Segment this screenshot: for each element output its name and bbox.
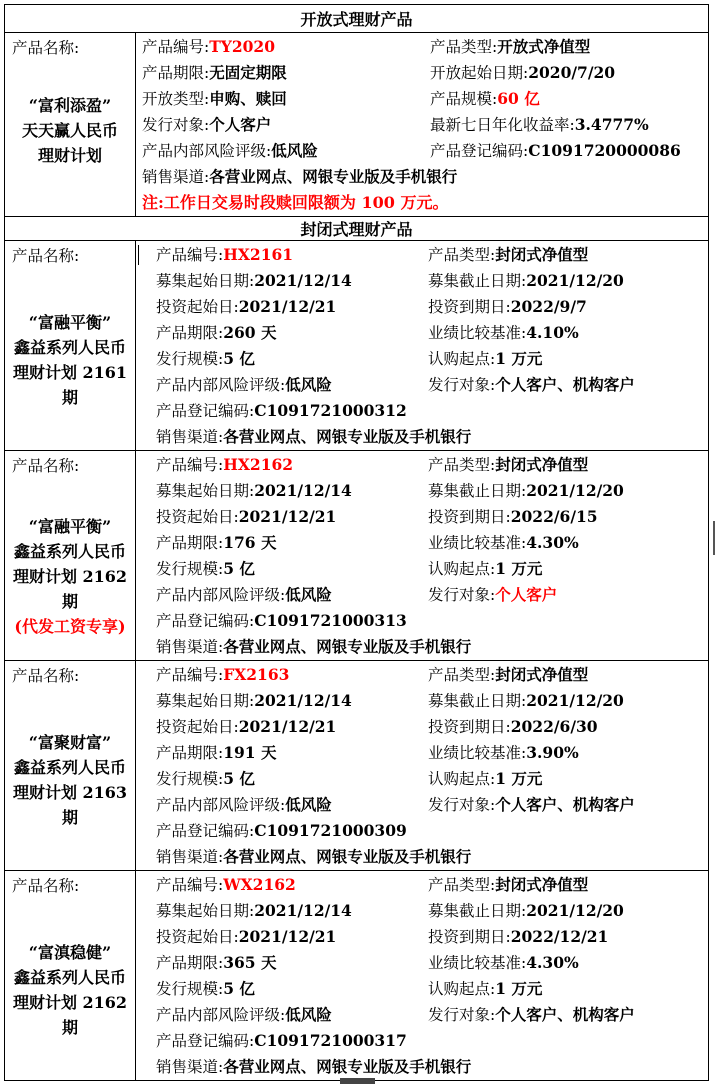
field-label: 发行对象:	[428, 376, 496, 394]
detail-row	[156, 398, 708, 424]
field-value: 各营业网点、网银专业版及手机银行	[223, 637, 472, 656]
product-name-line: 鑫益系列人民币	[13, 542, 126, 561]
field-label: 发行对象:	[428, 586, 496, 604]
field-label: 认购起点:	[428, 770, 496, 788]
field-label: 产品内部风险评级:	[156, 796, 286, 814]
field-value: 各营业网点、网银专业版及手机银行	[223, 1057, 472, 1076]
field-value: 60 亿	[497, 89, 540, 108]
field-value: 5 亿	[223, 769, 255, 788]
field-label: 产品内部风险评级:	[156, 376, 286, 394]
detail-field	[156, 242, 428, 268]
field-value: 2021/12/14	[254, 481, 352, 500]
field-label: 募集截止日期:	[428, 272, 527, 290]
field-value: 封闭式净值型	[495, 665, 589, 684]
field-label: 发行对象:	[428, 1006, 496, 1024]
field-value: 低风险	[285, 585, 332, 604]
field-value: 低风险	[285, 375, 332, 394]
field-value: 4.30%	[526, 953, 579, 972]
field-value: 4.30%	[526, 533, 579, 552]
closed-product-row	[5, 451, 709, 661]
closed-product-name-cell	[5, 661, 136, 871]
product-name-line: 鑫益系列人民币	[13, 338, 126, 357]
field-label: 产品登记编码:	[156, 612, 255, 630]
field-value: 1 万元	[495, 349, 543, 368]
open-section-title: 开放式理财产品	[5, 5, 709, 33]
field-value: C1091721000309	[254, 821, 407, 840]
field-value: C1091721000313	[254, 611, 407, 630]
field-value: 2022/12/21	[510, 927, 609, 946]
field-label: 产品编号:	[142, 38, 210, 56]
detail-field	[428, 766, 542, 792]
closed-product-row	[5, 661, 709, 871]
detail-field	[428, 372, 635, 398]
field-value: 个人客户、机构客户	[495, 795, 635, 814]
detail-row	[156, 242, 708, 268]
field-value: 2021/12/14	[254, 691, 352, 710]
detail-field	[142, 138, 430, 164]
field-label: 产品编号:	[156, 666, 224, 684]
detail-field	[428, 924, 608, 950]
field-value: 各营业网点、网银专业版及手机银行	[223, 427, 472, 446]
field-value: 365 天	[223, 953, 277, 972]
field-value: 2021/12/20	[526, 691, 624, 710]
detail-field	[156, 950, 428, 976]
detail-field	[156, 688, 428, 714]
product-name-line: 天天赢人民币	[21, 121, 118, 140]
detail-row	[156, 766, 708, 792]
detail-row	[156, 504, 708, 530]
field-value: 封闭式净值型	[495, 455, 589, 474]
product-name-label: 产品名称:	[12, 247, 80, 265]
detail-row	[156, 1002, 708, 1028]
product-name-label: 产品名称:	[12, 457, 80, 475]
field-value: 个人客户	[495, 585, 558, 604]
detail-row	[142, 112, 708, 138]
field-label: 投资起始日:	[156, 718, 239, 736]
field-value: 3.4777%	[574, 115, 649, 134]
field-value: 5 亿	[223, 349, 255, 368]
product-name-line: 理财计划 2162 期	[12, 993, 128, 1037]
field-value: FX2163	[223, 665, 290, 684]
detail-row	[156, 320, 708, 346]
field-label: 产品类型:	[428, 456, 496, 474]
closed-product-details	[136, 241, 709, 451]
field-label: 产品期限:	[156, 744, 224, 762]
detail-field	[428, 530, 579, 556]
detail-field	[156, 372, 428, 398]
detail-row	[156, 872, 708, 898]
detail-field	[142, 34, 430, 60]
field-value: 封闭式净值型	[495, 875, 589, 894]
detail-field	[156, 714, 428, 740]
detail-field	[156, 424, 471, 450]
detail-field	[156, 294, 428, 320]
field-value: 2021/12/14	[254, 271, 352, 290]
detail-field	[428, 740, 579, 766]
detail-row	[156, 844, 708, 870]
detail-field	[428, 294, 587, 320]
detail-field	[428, 320, 579, 346]
detail-field	[428, 346, 542, 372]
field-value: 封闭式净值型	[495, 245, 589, 264]
detail-field	[428, 478, 624, 504]
detail-field	[428, 688, 624, 714]
detail-field	[430, 60, 615, 86]
field-label: 募集起始日期:	[156, 902, 255, 920]
field-label: 产品编号:	[156, 246, 224, 264]
field-label: 投资起始日:	[156, 508, 239, 526]
detail-row	[156, 424, 708, 450]
field-label: 产品登记编码:	[430, 142, 529, 160]
product-name-line: “富融平衡”	[28, 313, 112, 332]
product-name-label: 产品名称:	[12, 877, 80, 895]
field-label: 产品类型:	[430, 38, 498, 56]
open-product-details	[136, 33, 709, 217]
field-label: 销售渠道:	[156, 848, 224, 866]
field-label: 产品类型:	[428, 876, 496, 894]
closed-product-name-cell	[5, 451, 136, 661]
detail-field	[428, 452, 588, 478]
detail-row	[156, 688, 708, 714]
field-label: 募集截止日期:	[428, 482, 527, 500]
product-name-line: “富滇稳健”	[28, 943, 112, 962]
field-label: 募集起始日期:	[156, 272, 255, 290]
field-label: 募集截止日期:	[428, 692, 527, 710]
field-value: 2021/12/21	[238, 927, 337, 946]
field-value: 2022/9/7	[510, 297, 587, 316]
detail-row	[156, 1028, 708, 1054]
field-label: 产品期限:	[156, 534, 224, 552]
product-name	[5, 514, 135, 639]
field-label: 产品内部风险评级:	[156, 586, 286, 604]
detail-field	[156, 662, 428, 688]
detail-field	[428, 582, 557, 608]
closed-product-details	[136, 451, 709, 661]
field-value: 1 万元	[495, 769, 543, 788]
field-value: 2021/12/21	[238, 297, 337, 316]
detail-row	[156, 268, 708, 294]
detail-field	[428, 872, 588, 898]
field-value: 2021/12/20	[526, 481, 624, 500]
detail-field	[430, 138, 681, 164]
field-label: 投资到期日:	[428, 298, 511, 316]
field-value: 5 亿	[223, 559, 255, 578]
closed-product-row	[5, 241, 709, 451]
detail-row	[156, 950, 708, 976]
product-name-note: (代发工资专享)	[14, 617, 126, 636]
field-value: WX2162	[223, 875, 296, 894]
field-value: 申购、赎回	[209, 89, 287, 108]
detail-row	[142, 86, 708, 112]
product-name-line: “富利添盈”	[28, 96, 112, 115]
field-label: 认购起点:	[428, 350, 496, 368]
detail-field	[156, 898, 428, 924]
detail-field	[428, 950, 579, 976]
detail-row	[156, 740, 708, 766]
field-label: 认购起点:	[428, 980, 496, 998]
field-label: 发行对象:	[428, 796, 496, 814]
closed-product-details	[136, 871, 709, 1081]
detail-field	[142, 86, 430, 112]
detail-field	[156, 530, 428, 556]
field-value: 个人客户、机构客户	[495, 375, 635, 394]
field-value: 2021/12/21	[238, 507, 337, 526]
product-name-line: 理财计划 2161 期	[12, 363, 128, 407]
product-name	[5, 940, 135, 1040]
field-label: 销售渠道:	[142, 168, 210, 186]
detail-row	[142, 60, 708, 86]
detail-row	[156, 452, 708, 478]
field-value: C1091721000312	[254, 401, 407, 420]
field-label: 发行对象:	[142, 116, 210, 134]
field-value: 开放式净值型	[497, 37, 591, 56]
detail-row	[142, 138, 708, 164]
detail-field	[156, 582, 428, 608]
detail-row	[156, 818, 708, 844]
field-label: 发行规模:	[156, 560, 224, 578]
field-label: 募集起始日期:	[156, 692, 255, 710]
detail-field	[428, 898, 624, 924]
field-label: 业绩比较基准:	[428, 954, 527, 972]
field-label: 业绩比较基准:	[428, 324, 527, 342]
detail-row	[156, 478, 708, 504]
detail-field	[156, 976, 428, 1002]
detail-field	[156, 1002, 428, 1028]
detail-row	[156, 634, 708, 660]
detail-field	[156, 924, 428, 950]
detail-field	[156, 268, 428, 294]
detail-field	[142, 164, 457, 190]
field-value: 4.10%	[526, 323, 579, 342]
detail-field	[156, 872, 428, 898]
detail-row	[156, 608, 708, 634]
detail-field	[142, 60, 430, 86]
field-value: 各营业网点、网银专业版及手机银行	[209, 167, 458, 186]
page-break-marker	[340, 1078, 375, 1084]
detail-field	[430, 34, 590, 60]
closed-product-details	[136, 661, 709, 871]
field-value: HX2161	[223, 245, 294, 264]
open-product-name-cell	[5, 33, 136, 217]
detail-row	[156, 662, 708, 688]
detail-field	[428, 504, 598, 530]
field-label: 业绩比较基准:	[428, 534, 527, 552]
closed-product-row	[5, 871, 709, 1081]
field-value: 低风险	[271, 141, 318, 160]
detail-field	[428, 714, 598, 740]
detail-field	[428, 792, 635, 818]
detail-field	[156, 740, 428, 766]
closed-product-name-cell	[5, 871, 136, 1081]
detail-field	[156, 452, 428, 478]
field-value: C1091721000317	[254, 1031, 407, 1050]
document-page	[4, 4, 708, 1081]
product-name-line: 理财计划	[37, 146, 102, 165]
detail-row	[156, 792, 708, 818]
field-label: 募集截止日期:	[428, 902, 527, 920]
field-label: 募集起始日期:	[156, 482, 255, 500]
detail-field	[428, 556, 542, 582]
detail-field	[142, 112, 430, 138]
detail-field	[156, 818, 407, 844]
field-label: 销售渠道:	[156, 1058, 224, 1076]
field-value: 1 万元	[495, 979, 543, 998]
detail-row	[156, 294, 708, 320]
detail-row	[156, 556, 708, 582]
field-label: 产品登记编码:	[156, 1032, 255, 1050]
product-name-line: 理财计划 2162 期	[12, 567, 128, 611]
text-cursor	[138, 245, 139, 265]
detail-row	[142, 34, 708, 60]
detail-field	[156, 1054, 471, 1080]
field-value: TY2020	[209, 37, 275, 56]
detail-row	[156, 976, 708, 1002]
field-value: 低风险	[285, 1005, 332, 1024]
field-label: 认购起点:	[428, 560, 496, 578]
field-value: 2021/12/20	[526, 901, 624, 920]
field-value: 2021/12/20	[526, 271, 624, 290]
field-label: 产品登记编码:	[156, 822, 255, 840]
field-label: 业绩比较基准:	[428, 744, 527, 762]
detail-field	[156, 346, 428, 372]
detail-row	[142, 164, 708, 190]
product-table	[4, 4, 709, 1081]
field-label: 产品登记编码:	[156, 402, 255, 420]
detail-field	[428, 662, 588, 688]
field-value: 2020/7/20	[528, 63, 616, 82]
field-value: 个人客户、机构客户	[495, 1005, 635, 1024]
field-label: 投资到期日:	[428, 928, 511, 946]
field-value: 2021/12/14	[254, 901, 352, 920]
field-label: 产品类型:	[428, 246, 496, 264]
detail-row	[156, 372, 708, 398]
detail-field	[428, 268, 624, 294]
product-name-line: 理财计划 2163 期	[12, 783, 128, 827]
field-label: 产品规模:	[430, 90, 498, 108]
field-value: 2022/6/30	[510, 717, 598, 736]
field-label: 发行规模:	[156, 980, 224, 998]
detail-field	[430, 112, 649, 138]
detail-field	[156, 792, 428, 818]
redemption-note: 注:工作日交易时段赎回限额为 100 万元。	[142, 193, 449, 212]
detail-field	[156, 634, 471, 660]
detail-field	[156, 478, 428, 504]
product-name	[5, 310, 135, 410]
field-value: 低风险	[285, 795, 332, 814]
product-name-label: 产品名称:	[12, 667, 80, 685]
detail-row	[156, 346, 708, 372]
detail-row	[156, 1054, 708, 1080]
field-label: 销售渠道:	[156, 638, 224, 656]
detail-row	[156, 530, 708, 556]
field-value: 个人客户	[209, 115, 272, 134]
product-name-line: “富融平衡”	[28, 517, 112, 536]
field-value: 各营业网点、网银专业版及手机银行	[223, 847, 472, 866]
field-value: 3.90%	[526, 743, 579, 762]
field-value: 176 天	[223, 533, 277, 552]
field-label: 产品期限:	[142, 64, 210, 82]
detail-field	[156, 504, 428, 530]
field-label: 发行规模:	[156, 350, 224, 368]
field-label: 销售渠道:	[156, 428, 224, 446]
product-name	[5, 730, 135, 830]
detail-field	[428, 976, 542, 1002]
detail-field	[428, 1002, 635, 1028]
detail-field	[156, 398, 407, 424]
closed-product-name-cell	[5, 241, 136, 451]
field-label: 投资起始日:	[156, 928, 239, 946]
field-label: 产品期限:	[156, 324, 224, 342]
field-value: 1 万元	[495, 559, 543, 578]
field-label: 投资到期日:	[428, 718, 511, 736]
product-name	[5, 93, 135, 168]
detail-field	[156, 556, 428, 582]
field-value: HX2162	[223, 455, 294, 474]
field-value: 260 天	[223, 323, 277, 342]
field-label: 产品期限:	[156, 954, 224, 972]
product-name-label: 产品名称:	[12, 39, 80, 57]
field-label: 产品编号:	[156, 456, 224, 474]
field-value: 5 亿	[223, 979, 255, 998]
field-label: 发行规模:	[156, 770, 224, 788]
detail-field	[428, 242, 588, 268]
detail-row	[156, 924, 708, 950]
field-label: 产品内部风险评级:	[142, 142, 272, 160]
field-label: 开放类型:	[142, 90, 210, 108]
product-name-line: 鑫益系列人民币	[13, 758, 126, 777]
detail-field	[430, 86, 540, 112]
detail-row	[156, 898, 708, 924]
field-value: 2022/6/15	[510, 507, 598, 526]
field-label: 投资到期日:	[428, 508, 511, 526]
detail-row	[156, 582, 708, 608]
field-label: 产品内部风险评级:	[156, 1006, 286, 1024]
field-label: 开放起始日期:	[430, 64, 529, 82]
detail-field	[156, 1028, 407, 1054]
closed-section-title: 封闭式理财产品	[5, 217, 709, 241]
field-label: 最新七日年化收益率:	[430, 116, 575, 134]
field-value: C1091720000086	[528, 141, 681, 160]
scroll-indicator[interactable]	[713, 521, 715, 555]
detail-field	[156, 320, 428, 346]
field-value: 191 天	[223, 743, 277, 762]
product-name-line: “富聚财富”	[28, 733, 112, 752]
field-value: 无固定期限	[209, 63, 287, 82]
field-label: 投资起始日:	[156, 298, 239, 316]
field-value: 2021/12/21	[238, 717, 337, 736]
detail-field	[156, 844, 471, 870]
detail-field	[156, 608, 407, 634]
field-label: 产品编号:	[156, 876, 224, 894]
field-label: 产品类型:	[428, 666, 496, 684]
detail-row	[156, 714, 708, 740]
detail-field	[156, 766, 428, 792]
product-name-line: 鑫益系列人民币	[13, 968, 126, 987]
